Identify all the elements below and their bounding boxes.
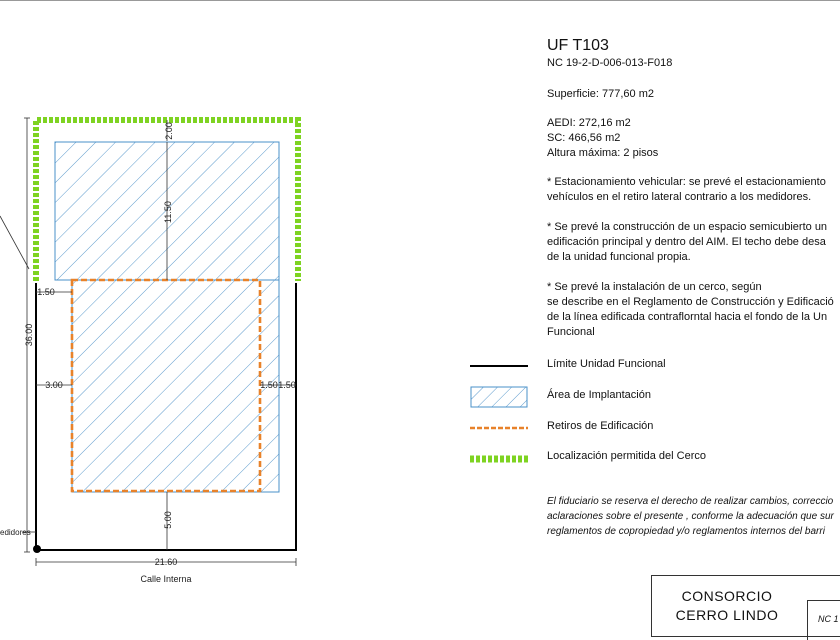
title-block-divider — [807, 600, 808, 640]
dim-front-setback: 5.00 — [163, 511, 173, 529]
note-line: * Se prevé la instalación de un cerco, según — [547, 281, 762, 293]
disclaimer — [547, 494, 834, 539]
disclaimer-line: aclaraciones sobre el presente , conforme la adecuación que sur — [547, 511, 834, 522]
dim-width: 21.60 — [154, 557, 178, 567]
legend-dotted-icon — [470, 449, 528, 465]
title-block-hline — [807, 600, 840, 601]
superficie-text: Superficie: 777,60 m2 — [547, 88, 655, 100]
dim-right-inner: 1.50 — [260, 380, 278, 390]
altura-text: Altura máxima: 2 pisos — [547, 147, 659, 159]
dim-total-depth: 36.00 — [24, 323, 34, 347]
legend-item-lot-limit — [470, 355, 840, 375]
note-line: * Estacionamiento vehicular: se prevé el estacionamiento — [547, 176, 826, 188]
medidores-label: edidores — [0, 528, 31, 537]
disclaimer-line: reglamentos de copropiedad y/o reglamentos internos del barri — [547, 526, 825, 537]
disclaimer-line: El fiduciario se reserva el derecho de realizar cambios, correccio — [547, 496, 834, 507]
title-block-name-line2: CERRO LINDO — [675, 607, 779, 623]
note-line: de la línea edificada contraflorntal hacia el fondo de la Un — [547, 311, 828, 323]
note-line: de la unidad funcional propia. — [547, 251, 691, 263]
dim-top-setback: 2.00 — [164, 122, 174, 140]
info-panel — [547, 36, 840, 340]
note-line: edificación principal y dentro del AIM. El techo debe desa — [547, 236, 826, 248]
note-line: se describe en el Reglamento de Construcción y Edificació — [547, 296, 834, 308]
title-block-name-line1: CONSORCIO — [681, 588, 773, 604]
legend-label: Retiros de Edificación — [547, 420, 654, 432]
dim-left-setback: 3.00 — [45, 380, 63, 390]
legend-line-icon — [470, 357, 528, 373]
title-block — [651, 575, 840, 637]
note-line: vehículos en el retiro lateral contrario a los medidores. — [547, 191, 812, 203]
dim-left-small: 1.50 — [37, 287, 55, 297]
note-line: Funcional — [547, 326, 595, 338]
legend-label: Límite Unidad Funcional — [547, 358, 666, 370]
medidores-point — [33, 545, 41, 553]
sc-text: SC: 466,56 m2 — [547, 132, 621, 144]
note-line: * Se prevé la construcción de un espacio semicubierto un — [547, 221, 828, 233]
legend-item-fence — [470, 447, 840, 467]
nc-code: NC 19-2-D-006-013-F018 — [547, 57, 673, 69]
legend-label: Localización permitida del Cerco — [547, 450, 706, 462]
implantation-area-front — [72, 280, 279, 492]
legend-label: Área de Implantación — [547, 389, 651, 401]
aedi-text: AEDI: 272,16 m2 — [547, 117, 631, 129]
leader-line — [0, 216, 29, 269]
dim-back-depth: 11.50 — [163, 201, 173, 223]
note-semicovered — [547, 220, 840, 265]
legend-hatch-icon — [470, 386, 528, 408]
street-label: Calle Interna — [140, 574, 192, 584]
dim-right-outer: 1.50 — [278, 380, 296, 390]
legend-item-implantation — [470, 386, 840, 406]
note-fence — [547, 280, 840, 340]
note-parking — [547, 175, 840, 205]
legend-item-setback — [470, 417, 840, 437]
unit-title: UF T103 — [547, 37, 609, 54]
legend-dashed-icon — [470, 419, 528, 435]
title-block-nc: NC 1 — [818, 614, 839, 624]
